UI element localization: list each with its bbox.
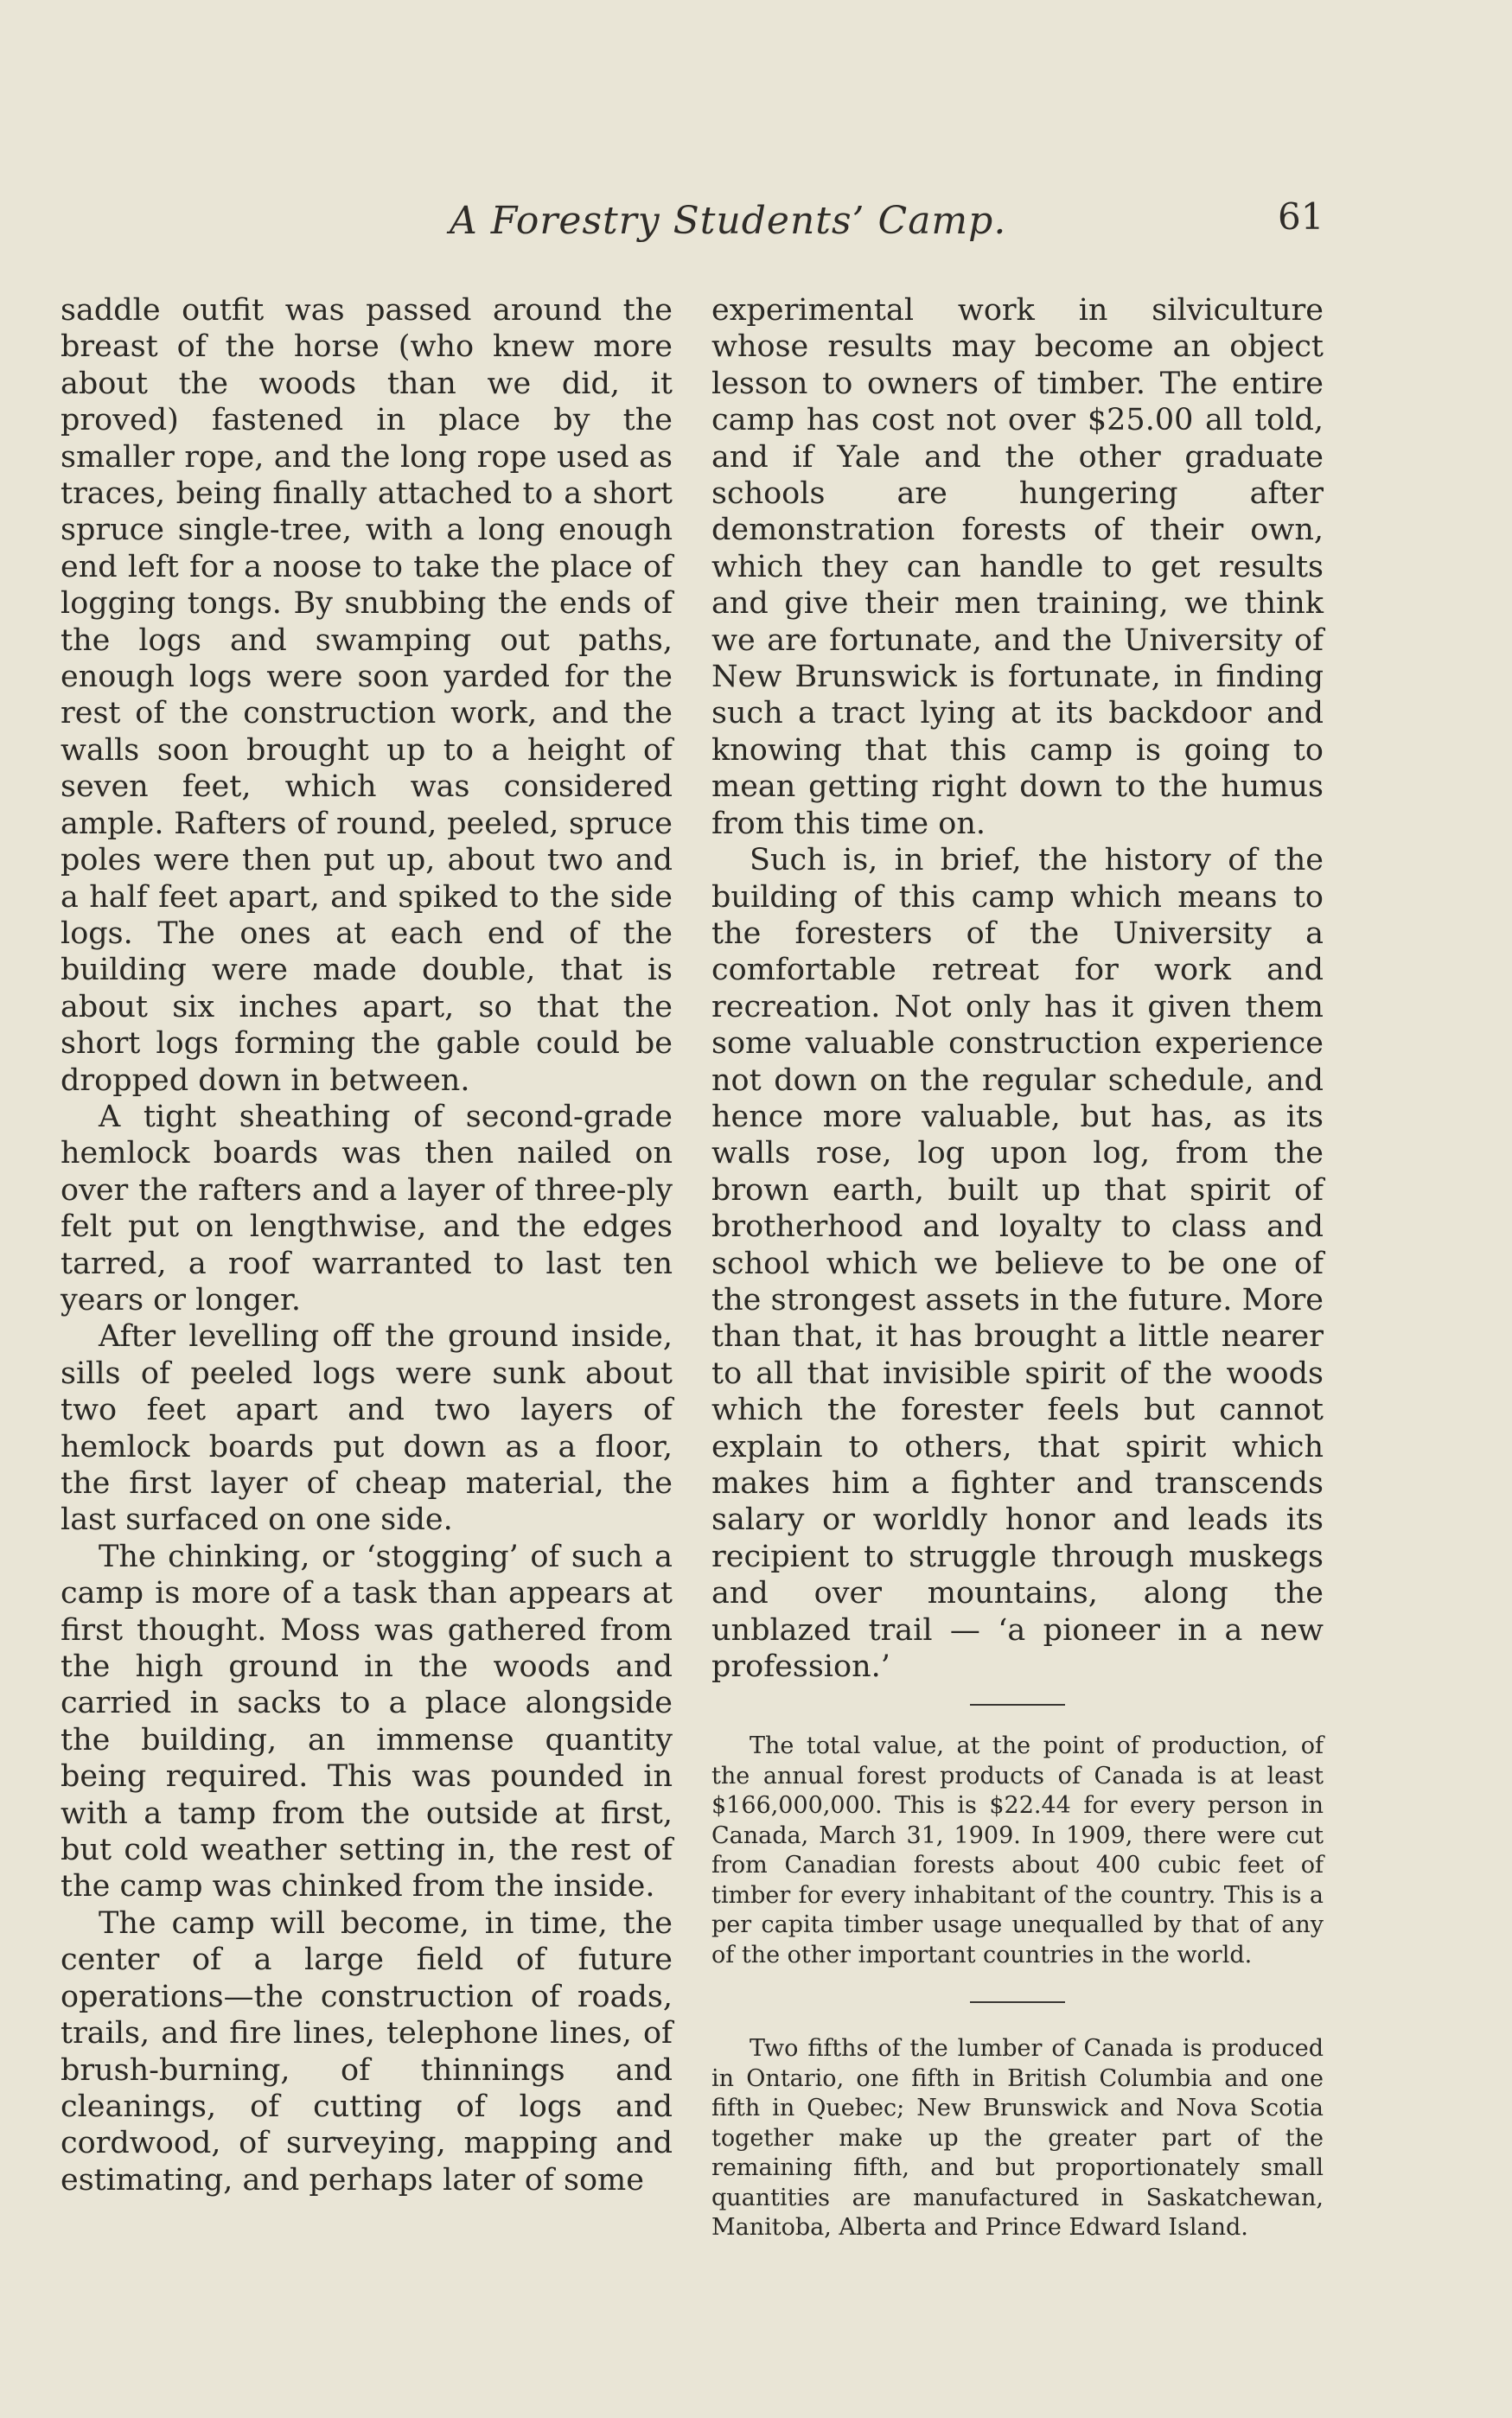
- footnote-forest-value: The total value, at the point of production, of the annual forest products of Canada is at least $166,000,000. This is $22.44 for every person in Canada, March 31, 1909. In 1909, there were cut from Canadian forests about 400 cubic feet of timber for every inhabitant of the country. This is a per capita timber usage unequalled by that of any of the other important countries in the world.: [711, 1732, 1324, 1968]
- section-divider-2: [970, 2001, 1065, 2003]
- right-paragraph-1: experimental work in silviculture whose results may become an object lesson to owners of timber. The entire camp has cost not over $25.00 all told, and if Yale and the other graduate schools are hungering after demonstration forests of their own, which they can handle to get results and give their men training, we think we are fortunate, and the University of New Brunswick is fortunate, in finding such a tract lying at its backdoor and knowing that this camp is going to mean getting right down to the humus from this time on.: [711, 293, 1324, 841]
- right-column: [711, 292, 1324, 2243]
- footnote-lumber-production: Two fifths of the lumber of Canada is produced in Ontario, one fifth in British Columbia and one fifth in Quebec; New Brunswick and Nova Scotia together make up the greater part of the remaining fifth, and but proportionately small quantities are manufactured in Saskatchewan, Manitoba, Alberta and Prince Edward Island.: [711, 2035, 1324, 2242]
- left-paragraph-5: The camp will become, in time, the center of a large field of future operations—the construction of roads, trails, and fire lines, telephone lines, of brush-burning, of thinnings and cleanings, of cutting of logs and cordwood, of surveying, mapping and estimating, and perhaps later of some: [61, 1905, 673, 2198]
- page-number: 61: [1278, 195, 1324, 238]
- running-title: A Forestry Students’ Camp.: [450, 199, 1007, 243]
- section-divider-1: [970, 1704, 1065, 1706]
- left-column: [61, 292, 673, 2198]
- left-paragraph-1: saddle outfit was passed around the breast of the horse (who knew more about the woods than we did, it proved) fastened in place by the smaller rope, and the long rope used as traces, being finally attached to a short spruce single-tree, with a long enough end left for a noose to take the place of logging tongs. By snubbing the ends of the logs and swamping out paths, enough logs were soon yarded for the rest of the construction work, and the walls soon brought up to a height of seven feet, which was considered ample. Rafters of round, peeled, spruce poles were then put up, about two and a half feet apart, and spiked to the side logs. The ones at each end of the building were made double, that is about six inches apart, so that the short logs forming the gable could be dropped down in between.: [61, 293, 673, 1098]
- right-paragraph-2: Such is, in brief, the history of the building of this camp which means to the foresters of the University a comfortable retreat for work and recreation. Not only has it given them some valuable construction experience not down on the regular schedule, and hence more valuable, but has, as its walls rose, log upon log, from the brown earth, built up that spirit of brotherhood and loyalty to class and school which we believe to be one of the strongest assets in the future. More than that, it has brought a little nearer to all that invisible spirit of the woods which the forester feels but cannot explain to others, that spirit which makes him a fighter and transcends salary or worldly honor and leads its recipient to struggle through muskegs and over mountains, along the unblazed trail — ‘a pioneer in a new profession.’: [711, 843, 1324, 1685]
- left-paragraph-2: A tight sheathing of second-grade hemlock boards was then nailed on over the rafters and a layer of three-ply felt put on lengthwise, and the edges tarred, a roof warranted to last ten years or longer.: [61, 1099, 673, 1317]
- left-paragraph-3: After levelling off the ground inside, sills of peeled logs were sunk about two feet apart and two layers of hemlock boards put down as a floor, the first layer of cheap material, the last surfaced on one side.: [61, 1319, 673, 1538]
- page-header: [0, 195, 1512, 259]
- left-paragraph-4: The chinking, or ‘stogging’ of such a camp is more of a task than appears at first thought. Moss was gathered from the high ground in the woods and carried in sacks to a place alongside the building, an immense quantity being required. This was pounded in with a tamp from the outside at first, but cold weather setting in, the rest of the camp was chinked from the inside.: [61, 1539, 673, 1904]
